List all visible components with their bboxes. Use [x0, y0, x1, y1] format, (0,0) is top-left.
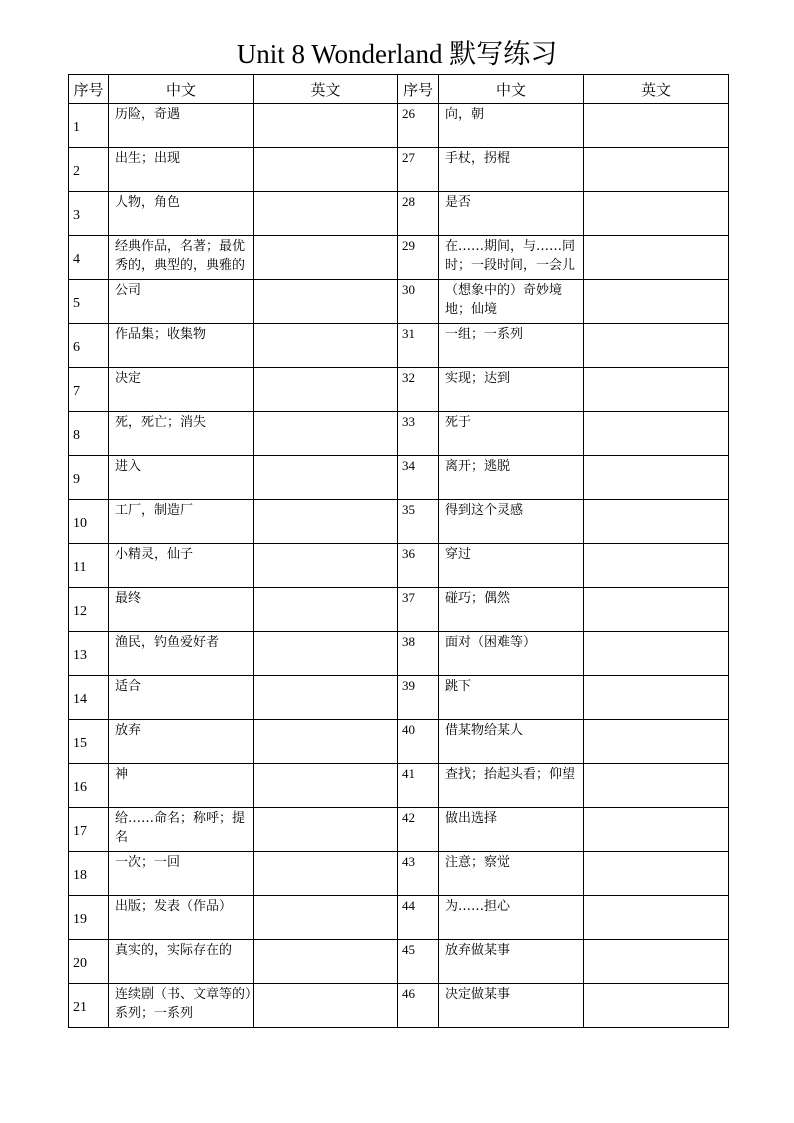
- english-answer-blank[interactable]: [584, 368, 729, 412]
- english-answer-blank[interactable]: [584, 192, 729, 236]
- chinese-term: 渔民，钓鱼爱好者: [109, 632, 254, 676]
- header-chinese-left: 中文: [109, 75, 254, 104]
- english-answer-blank[interactable]: [584, 896, 729, 940]
- row-number: 13: [69, 632, 109, 676]
- chinese-term: 向，朝: [439, 104, 584, 148]
- row-number: 2: [69, 148, 109, 192]
- table-row: [69, 984, 729, 1028]
- table-row: [69, 808, 729, 852]
- chinese-term: 出版；发表（作品）: [109, 896, 254, 940]
- row-number: 42: [398, 808, 439, 852]
- row-number: 29: [398, 236, 439, 280]
- chinese-term: 查找；抬起头看；仰望: [439, 764, 584, 808]
- chinese-term: 一次；一回: [109, 852, 254, 896]
- english-answer-blank[interactable]: [254, 456, 398, 500]
- row-number: 15: [69, 720, 109, 764]
- chinese-term: 实现；达到: [439, 368, 584, 412]
- table-row: [69, 720, 729, 764]
- table-row: [69, 764, 729, 808]
- english-answer-blank[interactable]: [584, 544, 729, 588]
- english-answer-blank[interactable]: [584, 808, 729, 852]
- chinese-term: 离开；逃脱: [439, 456, 584, 500]
- chinese-term: 放弃: [109, 720, 254, 764]
- english-answer-blank[interactable]: [584, 852, 729, 896]
- english-answer-blank[interactable]: [584, 632, 729, 676]
- table-row: [69, 500, 729, 544]
- row-number: 36: [398, 544, 439, 588]
- row-number: 41: [398, 764, 439, 808]
- chinese-term: 经典作品，名著；最优秀的，典型的，典雅的: [109, 236, 254, 280]
- header-chinese-right: 中文: [439, 75, 584, 104]
- english-answer-blank[interactable]: [254, 368, 398, 412]
- table-row: [69, 104, 729, 148]
- chinese-term: 真实的，实际存在的: [109, 940, 254, 984]
- english-answer-blank[interactable]: [584, 148, 729, 192]
- chinese-term: 历险，奇遇: [109, 104, 254, 148]
- table-row: [69, 412, 729, 456]
- table-row: [69, 544, 729, 588]
- row-number: 7: [69, 368, 109, 412]
- table-row: [69, 192, 729, 236]
- row-number: 5: [69, 280, 109, 324]
- row-number: 34: [398, 456, 439, 500]
- row-number: 17: [69, 808, 109, 852]
- table-row: [69, 148, 729, 192]
- row-number: 39: [398, 676, 439, 720]
- english-answer-blank[interactable]: [584, 500, 729, 544]
- chinese-term: 手杖，拐棍: [439, 148, 584, 192]
- chinese-term: 放弃做某事: [439, 940, 584, 984]
- english-answer-blank[interactable]: [254, 984, 398, 1028]
- row-number: 40: [398, 720, 439, 764]
- table-row: [69, 588, 729, 632]
- english-answer-blank[interactable]: [584, 984, 729, 1028]
- chinese-term: 人物，角色: [109, 192, 254, 236]
- page-title: Unit 8 Wonderland 默写练习: [236, 39, 558, 69]
- chinese-term: 适合: [109, 676, 254, 720]
- english-answer-blank[interactable]: [584, 236, 729, 280]
- chinese-term: 出生；出现: [109, 148, 254, 192]
- chinese-term: 工厂，制造厂: [109, 500, 254, 544]
- english-answer-blank[interactable]: [584, 280, 729, 324]
- row-number: 1: [69, 104, 109, 148]
- english-answer-blank[interactable]: [254, 500, 398, 544]
- english-answer-blank[interactable]: [254, 148, 398, 192]
- table-row: [69, 852, 729, 896]
- english-answer-blank[interactable]: [254, 632, 398, 676]
- english-answer-blank[interactable]: [584, 412, 729, 456]
- row-number: 38: [398, 632, 439, 676]
- header-row: [69, 75, 729, 104]
- chinese-term: 做出选择: [439, 808, 584, 852]
- english-answer-blank[interactable]: [584, 104, 729, 148]
- row-number: 12: [69, 588, 109, 632]
- chinese-term: 碰巧；偶然: [439, 588, 584, 632]
- english-answer-blank[interactable]: [254, 544, 398, 588]
- chinese-term: 穿过: [439, 544, 584, 588]
- row-number: 43: [398, 852, 439, 896]
- english-answer-blank[interactable]: [584, 588, 729, 632]
- english-answer-blank[interactable]: [584, 720, 729, 764]
- row-number: 35: [398, 500, 439, 544]
- chinese-term: 小精灵，仙子: [109, 544, 254, 588]
- row-number: 26: [398, 104, 439, 148]
- english-answer-blank[interactable]: [254, 720, 398, 764]
- dictation-table: [68, 74, 729, 1028]
- header-english-left: 英文: [254, 75, 398, 104]
- row-number: 9: [69, 456, 109, 500]
- chinese-term: 给……命名；称呼；提名: [109, 808, 254, 852]
- english-answer-blank[interactable]: [584, 676, 729, 720]
- table-row: [69, 896, 729, 940]
- row-number: 11: [69, 544, 109, 588]
- chinese-term: 连续剧（书、文章等的）系列；一系列: [109, 984, 254, 1028]
- row-number: 16: [69, 764, 109, 808]
- row-number: 4: [69, 236, 109, 280]
- chinese-term: 最终: [109, 588, 254, 632]
- english-answer-blank[interactable]: [254, 192, 398, 236]
- row-number: 32: [398, 368, 439, 412]
- english-answer-blank[interactable]: [254, 588, 398, 632]
- row-number: 20: [69, 940, 109, 984]
- row-number: 14: [69, 676, 109, 720]
- row-number: 45: [398, 940, 439, 984]
- row-number: 18: [69, 852, 109, 896]
- table-row: [69, 632, 729, 676]
- chinese-term: 神: [109, 764, 254, 808]
- english-answer-blank[interactable]: [584, 940, 729, 984]
- row-number: 21: [69, 984, 109, 1028]
- row-number: 10: [69, 500, 109, 544]
- table-row: [69, 280, 729, 324]
- english-answer-blank[interactable]: [584, 324, 729, 368]
- english-answer-blank[interactable]: [254, 236, 398, 280]
- english-answer-blank[interactable]: [254, 764, 398, 808]
- row-number: 6: [69, 324, 109, 368]
- table-row: [69, 368, 729, 412]
- chinese-term: 面对（困难等）: [439, 632, 584, 676]
- chinese-term: 是否: [439, 192, 584, 236]
- chinese-term: 借某物给某人: [439, 720, 584, 764]
- chinese-term: （想象中的）奇妙境地；仙境: [439, 280, 584, 324]
- row-number: 31: [398, 324, 439, 368]
- row-number: 19: [69, 896, 109, 940]
- english-answer-blank[interactable]: [584, 764, 729, 808]
- english-answer-blank[interactable]: [254, 412, 398, 456]
- chinese-term: 决定做某事: [439, 984, 584, 1028]
- chinese-term: 死于: [439, 412, 584, 456]
- chinese-term: 一组；一系列: [439, 324, 584, 368]
- chinese-term: 得到这个灵感: [439, 500, 584, 544]
- chinese-term: 在……期间，与……同时；一段时间，一会儿: [439, 236, 584, 280]
- row-number: 28: [398, 192, 439, 236]
- table-row: [69, 236, 729, 280]
- table-row: [69, 940, 729, 984]
- english-answer-blank[interactable]: [254, 940, 398, 984]
- chinese-term: 决定: [109, 368, 254, 412]
- chinese-term: 为……担心: [439, 896, 584, 940]
- row-number: 30: [398, 280, 439, 324]
- table-row: [69, 676, 729, 720]
- chinese-term: 注意；察觉: [439, 852, 584, 896]
- english-answer-blank[interactable]: [254, 676, 398, 720]
- chinese-term: 进入: [109, 456, 254, 500]
- chinese-term: 跳下: [439, 676, 584, 720]
- row-number: 3: [69, 192, 109, 236]
- table-row: [69, 324, 729, 368]
- row-number: 37: [398, 588, 439, 632]
- row-number: 27: [398, 148, 439, 192]
- table-row: [69, 456, 729, 500]
- row-number: 44: [398, 896, 439, 940]
- row-number: 46: [398, 984, 439, 1028]
- english-answer-blank[interactable]: [254, 808, 398, 852]
- row-number: 8: [69, 412, 109, 456]
- chinese-term: 死，死亡；消失: [109, 412, 254, 456]
- english-answer-blank[interactable]: [254, 104, 398, 148]
- header-index-right: 序号: [398, 75, 439, 104]
- english-answer-blank[interactable]: [254, 324, 398, 368]
- header-english-right: 英文: [584, 75, 729, 104]
- row-number: 33: [398, 412, 439, 456]
- english-answer-blank[interactable]: [584, 456, 729, 500]
- english-answer-blank[interactable]: [254, 896, 398, 940]
- chinese-term: 公司: [109, 280, 254, 324]
- header-index-left: 序号: [69, 75, 109, 104]
- chinese-term: 作品集；收集物: [109, 324, 254, 368]
- english-answer-blank[interactable]: [254, 852, 398, 896]
- english-answer-blank[interactable]: [254, 280, 398, 324]
